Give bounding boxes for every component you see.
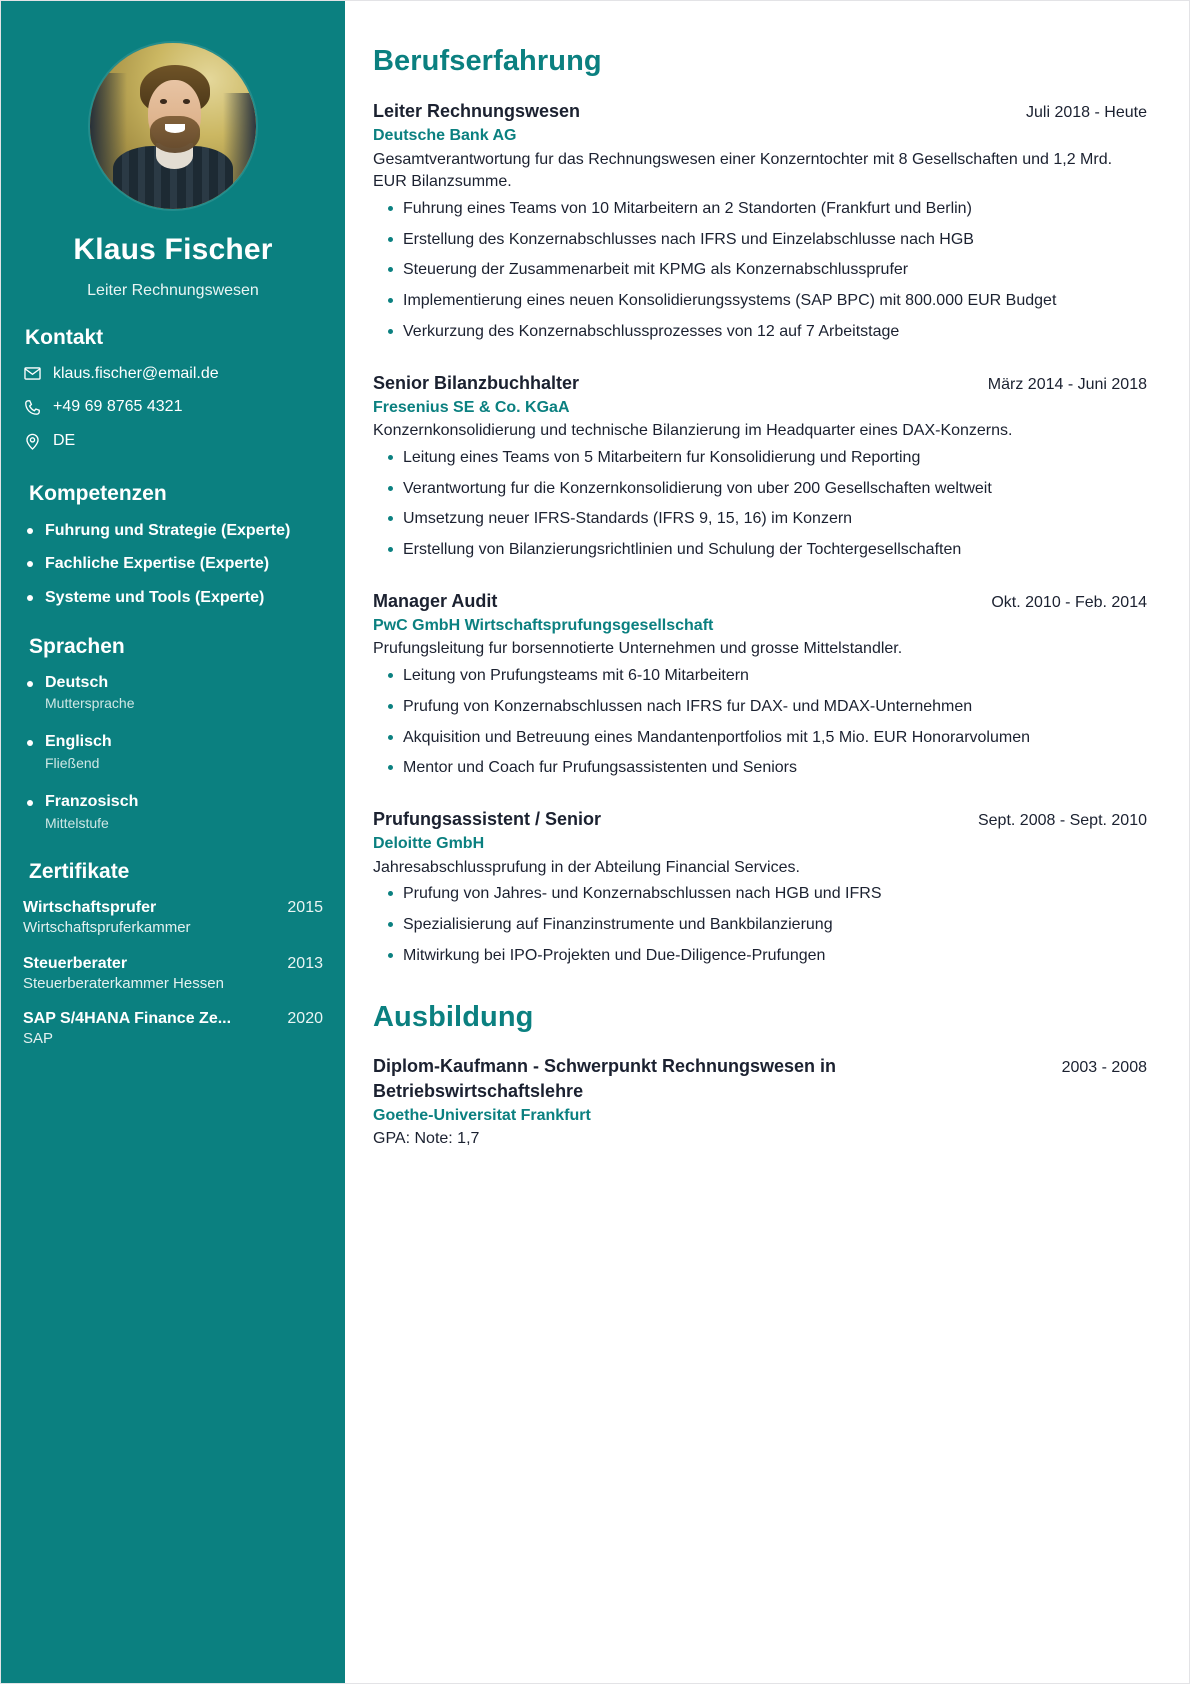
language-level: Fließend	[45, 755, 100, 772]
experience-bullets	[373, 198, 1147, 344]
experience-summary: Konzernkonsolidierung und technische Bilanzierung im Headquarter eines DAX-Konzerns.	[373, 422, 1013, 440]
phone-icon	[23, 398, 42, 417]
main-content	[345, 1, 1189, 1683]
avatar-container	[23, 43, 323, 209]
certificate-year: 2015	[287, 899, 323, 917]
language-item	[23, 732, 323, 774]
location-pin-icon	[23, 432, 42, 451]
experience-entry	[373, 372, 1147, 562]
person-job-title: Leiter Rechnungswesen	[87, 281, 259, 299]
experience-org: Fresenius SE & Co. KGaA	[373, 399, 570, 416]
experience-role: Manager Audit	[373, 590, 498, 611]
certificate-name: SAP S/4HANA Finance Ze...	[23, 1010, 232, 1028]
experience-summary: Jahresabschlussprufung in der Abteilung Financial Services.	[373, 858, 800, 876]
contact-phone-value: +49 69 8765 4321	[53, 398, 183, 416]
experience-entry-header	[373, 100, 1147, 123]
avatar-smile	[165, 124, 185, 132]
experience-heading: Berufserfahrung	[373, 45, 602, 77]
contact-location-value: DE	[53, 432, 76, 450]
experience-bullet: Fuhrung eines Teams von 10 Mitarbeitern an 2 Standorten (Frankfurt und Berlin)	[373, 198, 1147, 221]
experience-date: Sept. 2008 - Sept. 2010	[977, 811, 1147, 829]
skill-item: Systeme und Tools (Experte)	[23, 587, 323, 609]
contact-location	[23, 431, 323, 452]
experience-bullet: Implementierung eines neuen Konsolidierungssystems (SAP BPC) mit 800.000 EUR Budget	[373, 290, 1147, 313]
experience-entry	[373, 590, 1147, 780]
experience-bullet: Steuerung der Zusammenarbeit mit KPMG als Konzernabschlussprufer	[373, 259, 1147, 282]
certificate-name: Wirtschaftsprufer	[23, 899, 157, 917]
contact-phone[interactable]	[23, 397, 323, 418]
language-name: Franzosisch	[45, 793, 139, 811]
experience-bullet: Prufung von Konzernabschlussen nach IFRS fur DAX- und MDAX-Unternehmen	[373, 696, 1147, 719]
certificate-row	[23, 954, 323, 974]
education-gpa: GPA: Note: 1,7	[373, 1130, 480, 1148]
skills-heading: Kompetenzen	[29, 481, 167, 505]
certificate-row	[23, 1009, 323, 1029]
certificate-org: Steuerberaterkammer Hessen	[23, 974, 224, 992]
education-date: 2003 - 2008	[1061, 1059, 1147, 1077]
education-degree: Diplom-Kaufmann - Schwerpunkt Rechnungswesen in Betriebswirtschaftslehre	[373, 1056, 837, 1101]
language-item	[23, 792, 323, 834]
experience-entry-header	[373, 372, 1147, 395]
language-level: Muttersprache	[45, 695, 135, 712]
languages-heading: Sprachen	[29, 634, 125, 658]
sidebar	[1, 1, 345, 1683]
experience-org: Deloitte GmbH	[373, 835, 485, 853]
education-heading: Ausbildung	[373, 1001, 534, 1034]
certificate-row	[23, 898, 323, 918]
language-name: Englisch	[45, 733, 112, 751]
experience-org: Deutsche Bank AG	[373, 127, 517, 145]
experience-bullet: Verantwortung fur die Konzernkonsolidierung von uber 200 Gesellschaften weltweit	[373, 478, 1147, 501]
contact-email[interactable]	[23, 364, 323, 385]
education-entry-header	[373, 1054, 1147, 1103]
experience-entry	[373, 808, 1147, 967]
experience-bullet: Spezialisierung auf Finanzinstrumente und Bankbilanzierung	[373, 914, 1147, 937]
certificates-list	[23, 898, 323, 1049]
languages-list	[23, 673, 323, 834]
experience-summary: Gesamtverantwortung fur das Rechnungswesen einer Konzerntochter mit 8 Gesellschaften und 1,2 Mrd. EUR Bilanzsumme.	[373, 150, 1113, 191]
experience-date: Juli 2018 - Heute	[1026, 104, 1147, 121]
experience-bullet: Akquisition und Betreuung eines Mandantenportfolios mit 1,5 Mio. EUR Honorarvolumen	[373, 727, 1147, 750]
language-item	[23, 673, 323, 715]
experience-bullet: Umsetzung neuer IFRS-Standards (IFRS 9, 15, 16) im Konzern	[373, 508, 1147, 531]
skills-list	[23, 520, 323, 609]
certificate-org: SAP	[23, 1030, 54, 1048]
certificate-org: Wirtschaftspruferkammer	[23, 919, 191, 937]
experience-date: März 2014 - Juni 2018	[987, 375, 1147, 393]
experience-bullet: Prufung von Jahres- und Konzernabschlussen nach HGB und IFRS	[373, 883, 1147, 906]
avatar	[90, 43, 256, 209]
experience-role: Prufungsassistent / Senior	[373, 808, 602, 829]
envelope-icon	[23, 364, 42, 383]
experience-bullet: Erstellung von Bilanzierungsrichtlinien und Schulung der Tochtergesellschaften	[373, 539, 1147, 562]
experience-bullets	[373, 447, 1147, 562]
experience-bullet: Leitung eines Teams von 5 Mitarbeitern fur Konsolidierung und Reporting	[373, 447, 1147, 470]
language-level: Mittelstufe	[45, 815, 109, 832]
contact-email-value: klaus.fischer@email.de	[53, 364, 219, 382]
certificates-heading: Zertifikate	[29, 860, 130, 884]
certificate-item	[23, 1009, 323, 1049]
experience-bullet: Mitwirkung bei IPO-Projekten und Due-Diligence-Prufungen	[373, 945, 1147, 968]
certificate-year: 2020	[287, 1010, 323, 1028]
certificate-item	[23, 954, 323, 994]
language-name: Deutsch	[45, 673, 109, 691]
experience-bullet: Mentor und Coach fur Prufungsassistenten und Seniors	[373, 757, 1147, 780]
education-entry	[373, 1054, 1147, 1150]
experience-role: Leiter Rechnungswesen	[373, 101, 581, 121]
certificate-name: Steuerberater	[23, 954, 128, 972]
experience-bullet: Verkurzung des Konzernabschlussprozesses von 12 auf 7 Arbeitstage	[373, 321, 1147, 344]
avatar-beard	[150, 116, 200, 153]
person-name: Klaus Fischer	[73, 233, 273, 266]
experience-bullet: Erstellung des Konzernabschlusses nach IFRS und Einzelabschlusse nach HGB	[373, 229, 1147, 252]
experience-bullet: Leitung von Prufungsteams mit 6-10 Mitarbeitern	[373, 665, 1147, 688]
skill-item: Fuhrung und Strategie (Experte)	[23, 520, 323, 542]
skill-item: Fachliche Expertise (Experte)	[23, 553, 323, 575]
contact-list	[23, 364, 323, 452]
experience-org: PwC GmbH Wirtschaftsprufungsgesellschaft	[373, 617, 714, 635]
experience-entry-header	[373, 808, 1147, 831]
education-institution: Goethe-Universitat Frankfurt	[373, 1107, 591, 1124]
experience-entry	[373, 100, 1147, 344]
experience-role: Senior Bilanzbuchhalter	[373, 372, 580, 393]
certificate-item	[23, 898, 323, 938]
experience-bullets	[373, 665, 1147, 780]
experience-bullets	[373, 883, 1147, 967]
contact-heading: Kontakt	[25, 325, 104, 349]
experience-date: Okt. 2010 - Feb. 2014	[991, 593, 1147, 611]
certificate-year: 2013	[287, 954, 323, 972]
experience-entry-header	[373, 590, 1147, 613]
experience-summary: Prufungsleitung fur borsennotierte Unternehmen und grosse Mittelstandler.	[373, 640, 903, 658]
